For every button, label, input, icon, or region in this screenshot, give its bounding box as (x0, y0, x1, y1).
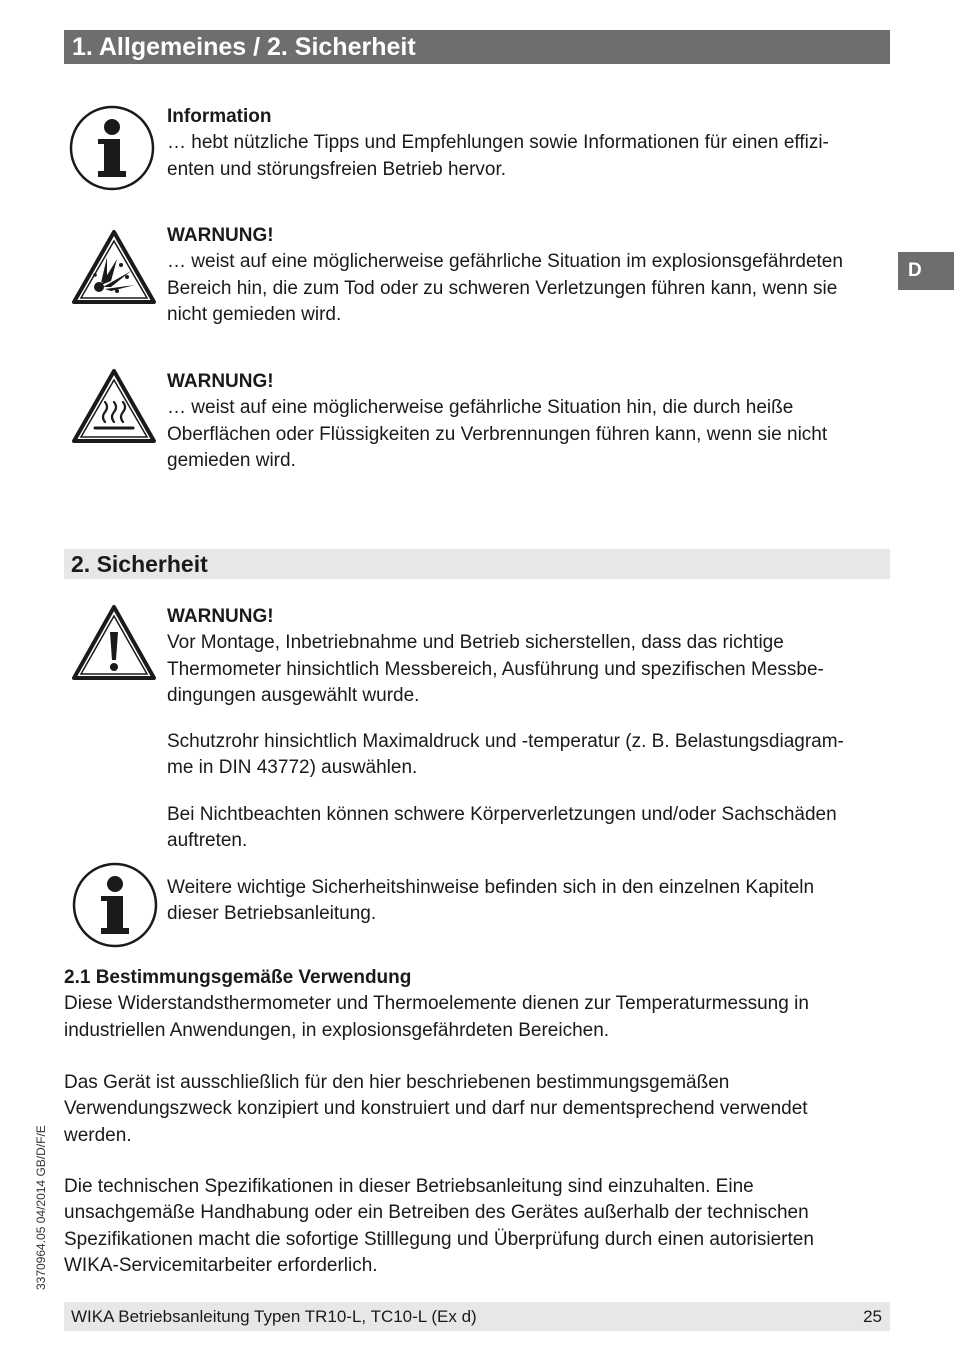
body-line: Die technischen Spezifikationen in dieser Betriebsanleitung sind einzuhalten. Eine (64, 1176, 754, 1197)
notice-line: enten und störungsfreien Betrieb hervor. (167, 158, 507, 180)
notice-line: … weist auf eine möglicherweise gefährliche Situation im explosionsgefährdeten (167, 251, 843, 273)
warning-line: dingungen ausgewählt wurde. (167, 684, 420, 706)
warning-line: me in DIN 43772) auswählen. (167, 757, 418, 779)
subsection-intended-use (64, 965, 809, 1044)
explosion-warning-icon (71, 229, 157, 305)
notice-title: Information (167, 106, 272, 127)
body-line: unsachgemäße Handhabung oder ein Betreiben des Gerätes außerhalb der technischen (64, 1202, 809, 1224)
page-number: 25 (863, 1307, 882, 1326)
body-line: Das Gerät ist ausschließlich für den hier beschriebenen bestimmungsgemäßen (64, 1072, 730, 1093)
page-title: 1. Allgemeines / 2. Sicherheit (64, 30, 890, 64)
notice-line: … weist auf eine möglicherweise gefährliche Situation hin, die durch heiße (167, 397, 794, 419)
notice-explosion (167, 223, 843, 328)
hot-surface-warning-icon (71, 368, 157, 444)
warning-line: Schutzrohr hinsichtlich Maximaldruck und -temperatur (z. B. Belastungsdiagram- (167, 731, 844, 752)
body-line: werden. (64, 1124, 132, 1146)
notice-line: Bereich hin, die zum Tod oder zu schweren Verletzungen führen kann, wenn sie (167, 277, 838, 299)
body-paragraph (64, 1174, 814, 1279)
info-icon (72, 862, 158, 948)
body-line: Spezifikationen macht die sofortige Stilllegung und Überprüfung durch einen autorisierten (64, 1228, 814, 1250)
warning-paragraph (167, 802, 837, 855)
safety-info (167, 875, 814, 928)
document-code: 3370964.05 04/2014 GB/D/F/E (34, 1125, 48, 1290)
notice-title: WARNUNG! (167, 371, 274, 392)
language-tab: D (898, 252, 954, 290)
body-line: WIKA-Servicemitarbeiter erforderlich. (64, 1254, 378, 1276)
notice-info (167, 104, 829, 183)
notice-hot-surface (167, 369, 827, 474)
info-line: dieser Betriebsanleitung. (167, 903, 377, 925)
safety-warning (167, 604, 824, 709)
notice-line: … hebt nützliche Tipps und Empfehlungen sowie Informationen für einen effizi- (167, 132, 829, 154)
warning-line: Vor Montage, Inbetriebnahme und Betrieb sicherstellen, dass das richtige (167, 632, 784, 654)
warning-line: Bei Nichtbeachten können schwere Körperverletzungen und/oder Sachschäden (167, 804, 837, 825)
warning-paragraph (167, 729, 844, 782)
body-line: industriellen Anwendungen, in explosionsgefährdeten Bereichen. (64, 1019, 610, 1041)
warning-line: auftreten. (167, 830, 248, 852)
page-footer (64, 1302, 890, 1331)
general-warning-icon (71, 604, 157, 682)
section-title: 2. Sicherheit (64, 549, 890, 579)
subsection-title: 2.1 Bestimmungsgemäße Verwendung (64, 967, 412, 988)
info-icon (69, 105, 155, 191)
notice-line: Oberflächen oder Flüssigkeiten zu Verbrennungen führen kann, wenn sie nicht (167, 423, 828, 445)
body-line: Diese Widerstandsthermometer und Thermoelemente dienen zur Temperaturmessung in (64, 993, 809, 1015)
notice-title: WARNUNG! (167, 225, 274, 246)
notice-line: gemieden wird. (167, 449, 296, 471)
info-line: Weitere wichtige Sicherheitshinweise befinden sich in den einzelnen Kapiteln (167, 877, 815, 898)
warning-title: WARNUNG! (167, 606, 274, 627)
body-paragraph (64, 1070, 808, 1149)
body-line: Verwendungszweck konzipiert und konstruiert und darf nur dementsprechend verwendet (64, 1098, 808, 1120)
notice-line: nicht gemieden wird. (167, 303, 342, 325)
warning-line: Thermometer hinsichtlich Messbereich, Ausführung und spezifischen Messbe- (167, 658, 824, 680)
footer-text: WIKA Betriebsanleitung Typen TR10-L, TC10-L (Ex d) (71, 1307, 477, 1326)
